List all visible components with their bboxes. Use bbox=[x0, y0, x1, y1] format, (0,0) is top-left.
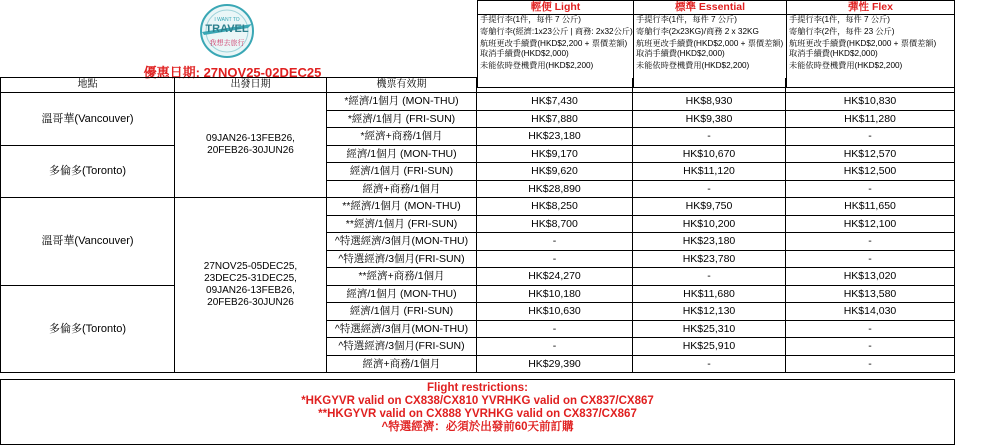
price-cell: HK$14,030 bbox=[786, 303, 955, 321]
fare-info-line: 手提行李(1件，每件 7 公斤) bbox=[789, 15, 890, 24]
fare-info-line: 寄艙行李(2件，每件 23 公斤) bbox=[789, 27, 895, 36]
restrictions-title: Flight restrictions: bbox=[427, 382, 528, 394]
fare-info-line: 未能依時登機費用(HKD$2,200) bbox=[480, 61, 594, 70]
fare-type-name: 彈性 Flex bbox=[787, 1, 955, 15]
price-cell: HK$9,170 bbox=[477, 145, 633, 163]
validity-cell: 經濟+商務/1個月 bbox=[327, 355, 477, 373]
logo-text-top: I WANT TO bbox=[214, 17, 240, 23]
fare-info-line: 航班更改手續費(HKD$2,200 + 票價差額) bbox=[480, 39, 628, 48]
price-cell: HK$7,430 bbox=[477, 93, 633, 111]
fare-info-line: 未能依時登機費用(HKD$2,200) bbox=[789, 61, 903, 70]
fare-info-line: 航班更改手續費(HKD$2,000 + 票價差額) bbox=[636, 39, 784, 48]
price-cell: - bbox=[786, 128, 955, 146]
price-cell: HK$8,250 bbox=[477, 198, 633, 216]
validity-cell: **經濟/1個月 (FRI-SUN) bbox=[327, 215, 477, 233]
price-cell: - bbox=[786, 233, 955, 251]
price-cell: HK$8,930 bbox=[633, 93, 786, 111]
price-cell: HK$9,620 bbox=[477, 163, 633, 181]
validity-cell: *經濟/1個月 (MON-THU) bbox=[327, 93, 477, 111]
fare-info-line: 手提行李(1件，每件 7 公斤) bbox=[480, 15, 581, 24]
validity-cell: 經濟/1個月 (MON-THU) bbox=[327, 285, 477, 303]
promo-dates: 優惠日期: 27NOV25-02DEC25 bbox=[143, 65, 322, 80]
price-cell: - bbox=[633, 355, 786, 373]
price-cell: HK$10,830 bbox=[786, 93, 955, 111]
location-cell: 多倫多(Toronto) bbox=[1, 145, 175, 198]
fare-row bbox=[1, 285, 955, 303]
price-cell: HK$29,390 bbox=[477, 355, 633, 373]
price-cell: HK$24,270 bbox=[477, 268, 633, 286]
price-cell: - bbox=[786, 320, 955, 338]
travel-logo-icon bbox=[196, 2, 258, 60]
price-cell: HK$23,180 bbox=[477, 128, 633, 146]
price-cell: HK$8,700 bbox=[477, 215, 633, 233]
price-cell: HK$13,020 bbox=[786, 268, 955, 286]
validity-cell: 經濟/1個月 (FRI-SUN) bbox=[327, 163, 477, 181]
price-cell: HK$11,650 bbox=[786, 198, 955, 216]
price-cell: - bbox=[786, 180, 955, 198]
fare-row bbox=[1, 198, 955, 216]
price-cell: HK$25,910 bbox=[633, 338, 786, 356]
price-cell: HK$10,200 bbox=[633, 215, 786, 233]
price-cell: HK$12,570 bbox=[786, 145, 955, 163]
price-cell: - bbox=[633, 128, 786, 146]
validity-cell: 經濟+商務/1個月 bbox=[327, 180, 477, 198]
fare-type-name: 標準 Essential bbox=[634, 1, 787, 15]
price-cell: - bbox=[477, 233, 633, 251]
fare-info-line: 寄艙行李(經濟:1x23公斤 | 商務: 2x32公斤) bbox=[480, 27, 633, 36]
location-cell: 溫哥華(Vancouver) bbox=[1, 198, 175, 286]
validity-cell: 經濟/1個月 (MON-THU) bbox=[327, 145, 477, 163]
validity-cell: ^特選經濟/3個月(MON-THU) bbox=[327, 233, 477, 251]
fare-table bbox=[0, 77, 955, 373]
price-cell: HK$25,310 bbox=[633, 320, 786, 338]
restriction-line: *HKGYVR valid on CX838/CX810 YVRHKG valid on CX837/CX867 bbox=[301, 395, 654, 407]
price-cell: HK$11,120 bbox=[633, 163, 786, 181]
validity-cell: **經濟/1個月 (MON-THU) bbox=[327, 198, 477, 216]
price-cell: HK$12,100 bbox=[786, 215, 955, 233]
validity-cell: 經濟/1個月 (FRI-SUN) bbox=[327, 303, 477, 321]
fare-info-line: 取消手續費(HKD$2,000) bbox=[480, 49, 569, 58]
price-cell: HK$7,880 bbox=[477, 110, 633, 128]
price-cell: HK$12,500 bbox=[786, 163, 955, 181]
price-cell: HK$23,780 bbox=[633, 250, 786, 268]
price-cell: - bbox=[477, 250, 633, 268]
logo-text-chinese: 我想去旅行 bbox=[209, 39, 245, 47]
price-cell: - bbox=[786, 355, 955, 373]
header-location: 地點 bbox=[1, 78, 175, 93]
logo-text-main: TRAVEL bbox=[205, 23, 249, 35]
restriction-line: ^特選經濟：必須於出發前60天前訂購 bbox=[381, 421, 574, 433]
location-cell: 多倫多(Toronto) bbox=[1, 285, 175, 373]
price-cell: - bbox=[786, 338, 955, 356]
validity-cell: *經濟+商務/1個月 bbox=[327, 128, 477, 146]
validity-cell: ^特選經濟/3個月(FRI-SUN) bbox=[327, 250, 477, 268]
header-validity: 機票有效期 bbox=[327, 78, 477, 93]
validity-cell: ^特選經濟/3個月(FRI-SUN) bbox=[327, 338, 477, 356]
fare-row bbox=[1, 145, 955, 163]
fare-info-line: 未能依時登機費用(HKD$2,200) bbox=[636, 61, 750, 70]
price-cell: - bbox=[633, 180, 786, 198]
departure-dates-cell: 27NOV25-05DEC25, 23DEC25-31DEC25, 09JAN26-13FEB26, 20FEB26-30JUN26 bbox=[175, 198, 327, 373]
fare-info-line: 取消手續費(HKD$2,000) bbox=[636, 49, 725, 58]
fare-info-line: 航班更改手續費(HKD$2,000 + 票價差額) bbox=[789, 39, 937, 48]
price-cell: HK$9,750 bbox=[633, 198, 786, 216]
price-cell: HK$13,580 bbox=[786, 285, 955, 303]
price-cell: HK$10,180 bbox=[477, 285, 633, 303]
price-cell: HK$10,630 bbox=[477, 303, 633, 321]
price-cell: HK$28,890 bbox=[477, 180, 633, 198]
fare-info-line: 取消手續費(HKD$2,000) bbox=[789, 49, 878, 58]
fare-info-line: 手提行李(1件，每件 7 公斤) bbox=[636, 15, 737, 24]
price-cell: - bbox=[477, 320, 633, 338]
fare-info-line: 寄艙行李(2x23KG)/商務 2 x 32KG bbox=[636, 27, 759, 36]
price-cell: HK$11,680 bbox=[633, 285, 786, 303]
price-cell: - bbox=[786, 250, 955, 268]
validity-cell: **經濟+商務/1個月 bbox=[327, 268, 477, 286]
price-cell: HK$12,130 bbox=[633, 303, 786, 321]
location-cell: 溫哥華(Vancouver) bbox=[1, 93, 175, 146]
departure-dates-cell: 09JAN26-13FEB26, 20FEB26-30JUN26 bbox=[175, 93, 327, 198]
price-cell: - bbox=[633, 268, 786, 286]
fare-type-name: 輕便 Light bbox=[478, 1, 634, 15]
price-cell: - bbox=[477, 338, 633, 356]
price-cell: HK$9,380 bbox=[633, 110, 786, 128]
price-cell: HK$23,180 bbox=[633, 233, 786, 251]
restriction-line: **HKGYVR valid on CX888 YVRHKG valid on CX837/CX867 bbox=[318, 408, 637, 420]
validity-cell: *經濟/1個月 (FRI-SUN) bbox=[327, 110, 477, 128]
fare-types-table bbox=[477, 0, 955, 88]
validity-cell: ^特選經濟/3個月(MON-THU) bbox=[327, 320, 477, 338]
price-cell: HK$11,280 bbox=[786, 110, 955, 128]
price-cell: HK$10,670 bbox=[633, 145, 786, 163]
header-departure: 出發日期 bbox=[175, 78, 327, 93]
fare-row bbox=[1, 93, 955, 111]
flight-restrictions bbox=[0, 379, 955, 445]
